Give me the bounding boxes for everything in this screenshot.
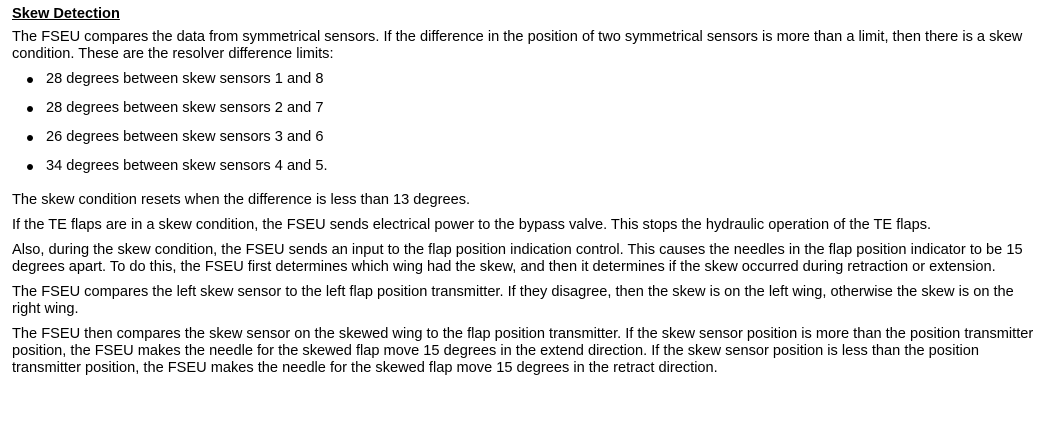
bullet-icon — [27, 77, 33, 83]
bypass-valve-paragraph: If the TE flaps are in a skew condition, the FSEU sends electrical power to the bypass valve. This stops the hydraulic operation of the TE flaps. — [12, 217, 932, 233]
list-item-text: 26 degrees between skew sensors 3 and 6 — [46, 129, 324, 145]
list-item — [12, 71, 1040, 100]
resolver-limits-list — [12, 71, 1040, 187]
bullet-icon — [27, 164, 33, 170]
list-item — [12, 129, 1040, 158]
intro-paragraph: The FSEU compares the data from symmetrical sensors. If the difference in the position of two symmetrical sensors is more than a limit, then there is a skew condition. These are the resolver difference limits: — [12, 29, 1023, 62]
left-wing-paragraph: The FSEU compares the left skew sensor to the left flap position transmitter. If they disagree, then the skew is on the left wing, otherwise the skew is on the right wing. — [12, 284, 1014, 317]
list-item-text: 28 degrees between skew sensors 2 and 7 — [46, 100, 324, 116]
section-heading: Skew Detection — [12, 6, 120, 22]
bullet-icon — [27, 135, 33, 141]
bullet-icon — [27, 106, 33, 112]
list-item — [12, 100, 1040, 129]
list-item — [12, 158, 1040, 187]
list-item-text: 28 degrees between skew sensors 1 and 8 — [46, 71, 324, 87]
needle-direction-paragraph: The FSEU then compares the skew sensor on the skewed wing to the flap position transmitter. If the skew sensor position is more than the position transmitter position, the FSEU makes the needle for the skewed flap move 15 degrees in the extend direction. If the skew sensor position is less than the position transmitter position, the FSEU makes the needle for the skewed flap move 15 degrees in the retract direction. — [12, 326, 1034, 376]
reset-paragraph: The skew condition resets when the difference is less than 13 degrees. — [12, 192, 471, 208]
indication-paragraph: Also, during the skew condition, the FSEU sends an input to the flap position indication control. This causes the needles in the flap position indicator to be 15 degrees apart. To do this, the FSEU first determines which wing had the skew, and then it determines if the skew occurred during retraction or extension. — [12, 242, 1023, 275]
document-body — [12, 5, 1040, 385]
list-item-text: 34 degrees between skew sensors 4 and 5. — [46, 158, 328, 174]
